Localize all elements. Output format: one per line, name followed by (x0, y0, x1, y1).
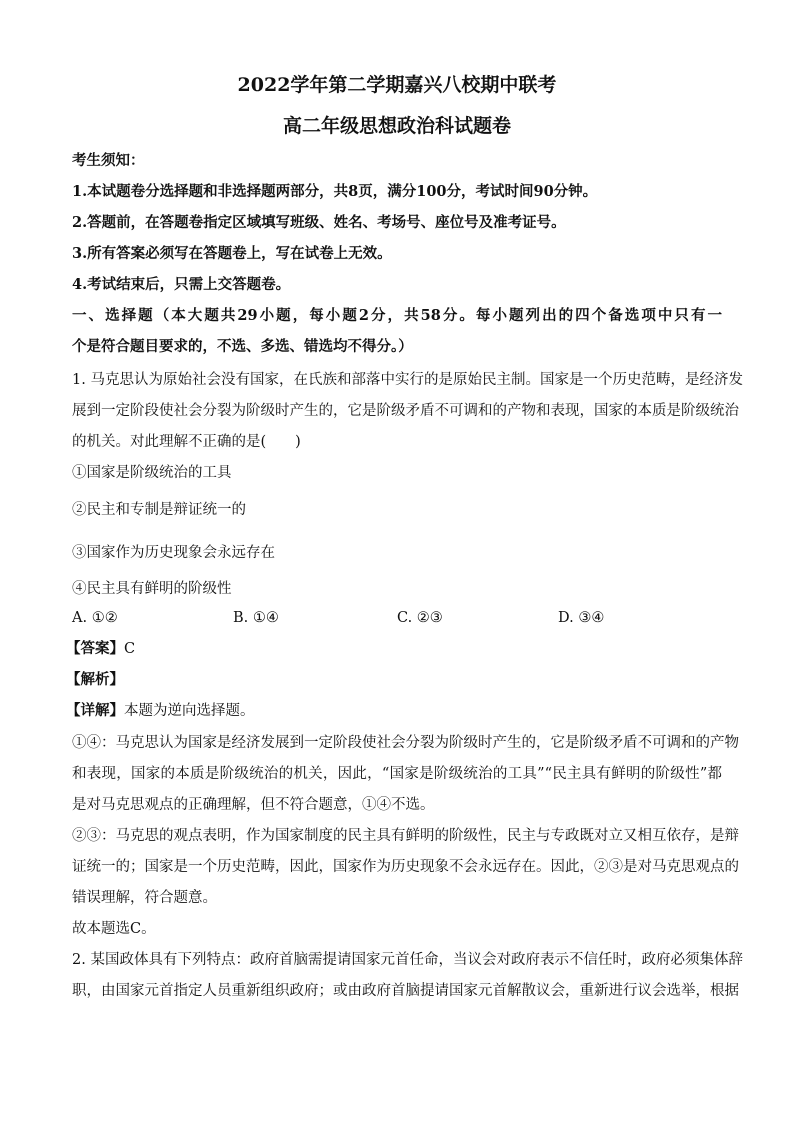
q1-exp1-line3: 是对马克思观点的正确理解，但不符合题意，①④不选。 (72, 797, 435, 813)
q1-option-a: A. ①② (72, 610, 118, 626)
exam-title: 2022学年第二学期嘉兴八校期中联考 (237, 74, 557, 96)
q1-statement-4: ④民主具有鲜明的阶级性 (72, 581, 232, 597)
notice-heading: 考生须知： (72, 152, 145, 169)
q1-options-row (72, 608, 722, 628)
notice-item-1: 1.本试题卷分选择题和非选择题两部分，共8页，满分100分，考试时间90分钟。 (72, 183, 598, 200)
q2-stem-line2: 职，由国家元首指定人员重新组织政府；或由政府首脑提请国家元首解散议会，重新进行议会选举，根据 (72, 983, 739, 999)
q1-stem-line2: 展到一定阶段使社会分裂为阶级时产生的，它是阶级矛盾不可调和的产物和表现，国家的本质是阶级统治 (72, 403, 739, 419)
detail-text: 本题为逆向选择题。 (124, 703, 255, 719)
analysis-tag: 【解析】 (66, 671, 124, 688)
q2-stem-line1: 2. 某国政体具有下列特点：政府首脑需提请国家元首任命，当议会对政府表示不信任时，政府必须集体辞 (72, 952, 743, 968)
exam-subtitle: 高二年级思想政治科试题卷 (282, 115, 511, 137)
notice-item-3: 3.所有答案必须写在答题卷上，写在试卷上无效。 (72, 245, 392, 262)
q1-stem-line1: 1. 马克思认为原始社会没有国家，在氏族和部落中实行的是原始民主制。国家是一个历史范畴，是经济发 (72, 372, 743, 388)
q1-statement-3: ③国家作为历史现象会永远存在 (72, 545, 275, 561)
q1-statement-1: ①国家是阶级统治的工具 (72, 465, 232, 481)
section-heading-line2: 个是符合题目要求的，不选、多选、错选均不得分。） (72, 338, 413, 355)
q1-exp1-line2: 和表现，国家的本质是阶级统治的机关，因此，“国家是阶级统治的工具”“民主具有鲜明的阶级性”都 (72, 766, 722, 782)
q1-option-c: C. ②③ (397, 610, 443, 626)
q1-exp1-line1: ①④：马克思认为国家是经济发展到一定阶段使社会分裂为阶级时产生的，它是阶级矛盾不可调和的产物 (72, 735, 739, 751)
answer-value: C (124, 641, 136, 657)
q1-exp2-line1: ②③：马克思的观点表明，作为国家制度的民主具有鲜明的阶级性，民主与专政既对立又相互依存，是辩 (72, 828, 739, 844)
q1-answer (66, 639, 135, 659)
q1-statement-2: ②民主和专制是辩证统一的 (72, 502, 246, 518)
notice-item-4: 4.考试结束后，只需上交答题卷。 (72, 276, 291, 293)
detail-tag: 【详解】 (66, 702, 124, 719)
q1-exp2-line3: 错误理解，符合题意。 (72, 890, 217, 906)
q1-option-d: D. ③④ (558, 610, 605, 626)
notice-item-2: 2.答题前，在答题卷指定区域填写班级、姓名、考场号、座位号及准考证号。 (72, 214, 566, 231)
section-heading-line1: 一、选择题（本大题共29小题，每小题2分，共58分。每小题列出的四个备选项中只有一 (72, 307, 722, 324)
q1-stem-line3: 的机关。对此理解不正确的是( ) (72, 434, 301, 450)
q1-detail (66, 701, 255, 721)
q1-option-b: B. ①④ (233, 610, 279, 626)
answer-tag: 【答案】 (66, 640, 124, 657)
q1-exp2-line2: 证统一的；国家是一个历史范畴，因此，国家作为历史现象不会永远存在。因此，②③是对马克思观点的 (72, 859, 739, 875)
q1-conclusion: 故本题选C。 (72, 921, 156, 937)
